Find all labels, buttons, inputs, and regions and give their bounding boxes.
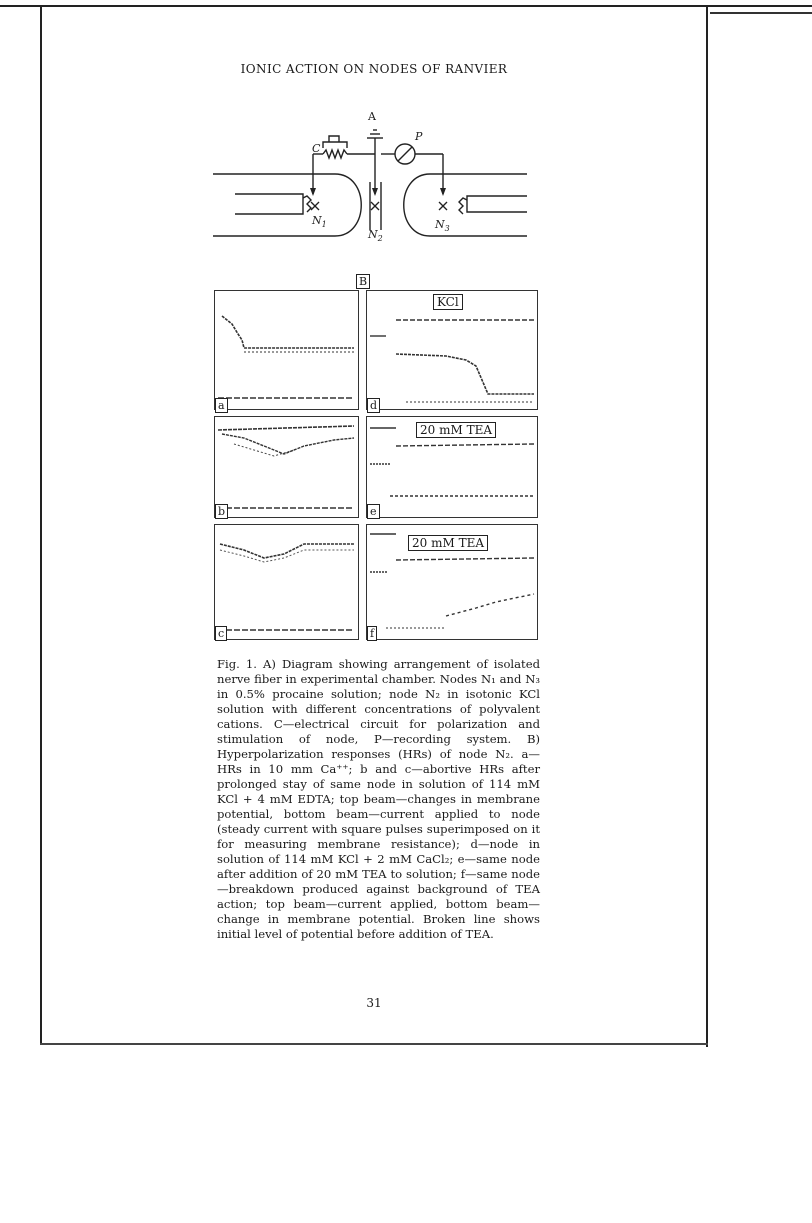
trace-a [214,290,359,410]
figure-caption: Fig. 1. A) Diagram showing arrangement of isolated nerve fiber in experimental chamber. Nodes N₁ and N₃ in 0.5% procaine solution; node N₂ in isotonic KCl solution with different concentrations of polyvalent cations. C—electrical circuit for polarization and stimulation of node, P—recording system. B) Hyperpolarization responses (HRs) of node N₂. a—HRs in 10 mm Ca⁺⁺; b and c—abortive HRs after prolonged stay of same node in solution of 114 mM KCl + 4 mM EDTA; top beam—changes in membrane potential, bottom beam—current applied to node (steady current with square pulses superimposed on it for measuring membrane resistance); d—node in solution of 114 mM KCl + 2 mM CaCl₂; e—same node after addition of 20 mM TEA to solution; f—same node—breakdown produced against background of TEA action; top beam—current applied, bottom beam—change in membrane potential. Broken line shows initial level of potential before addition of TEA. [217,657,540,941]
trace-e-label: e [367,504,380,519]
trace-a-label: a [215,398,228,413]
panel-a-label: A [368,110,376,123]
trace-e-annotation: 20 mM TEA [416,422,496,438]
trace-c-label: c [215,626,227,641]
trace-d-label: d [367,398,380,413]
page-border-left [40,7,42,1045]
page-border-right [706,7,708,1047]
label-p: P [415,130,423,143]
trace-b [214,416,359,518]
page-border-bottom [40,1043,708,1045]
label-n3: $N_3$ [435,218,450,233]
page-border-outer [710,12,812,14]
page-number: 31 [366,996,382,1010]
trace-b-label: b [215,504,228,519]
trace-c [214,524,359,640]
trace-d-annotation: KCl [433,294,463,310]
panel-b-label: B [356,274,370,289]
running-head: IONIC ACTION ON NODES OF RANVIER [240,62,508,76]
trace-f-label: f [367,626,377,641]
label-n1: $N_1$ [312,214,327,229]
trace-f-annotation: 20 mM TEA [408,535,488,551]
nerve-fiber-diagram [205,112,540,247]
label-n2: $N_2$ [368,228,383,243]
page-border-top [0,5,812,7]
label-c: C [312,142,321,155]
